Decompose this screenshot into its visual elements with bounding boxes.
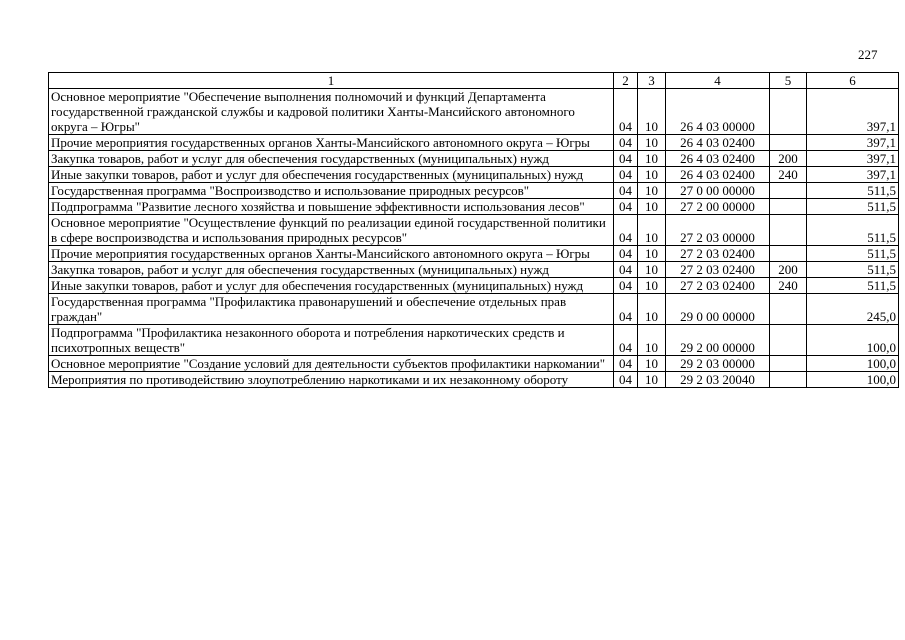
row-name-cell: Подпрограмма "Развитие лесного хозяйства и повышение эффективности использования лесов"	[49, 199, 614, 215]
amount-cell: 511,5	[807, 199, 899, 215]
target-article-cell: 29 2 03 20040	[666, 372, 770, 388]
subsection-cell: 10	[638, 262, 666, 278]
table-row	[49, 199, 899, 215]
section-cell: 04	[614, 294, 638, 325]
header-col-1: 1	[49, 73, 614, 89]
amount-cell: 511,5	[807, 262, 899, 278]
table-row	[49, 356, 899, 372]
section-cell: 04	[614, 167, 638, 183]
section-cell: 04	[614, 372, 638, 388]
table-row	[49, 372, 899, 388]
subsection-cell: 10	[638, 278, 666, 294]
section-cell: 04	[614, 89, 638, 135]
header-col-3: 3	[638, 73, 666, 89]
expense-type-cell: 240	[770, 278, 807, 294]
section-cell: 04	[614, 183, 638, 199]
subsection-cell: 10	[638, 167, 666, 183]
expense-type-cell	[770, 89, 807, 135]
row-name-cell: Прочие мероприятия государственных органов Ханты-Мансийского автономного округа – Югры	[49, 246, 614, 262]
section-cell: 04	[614, 246, 638, 262]
target-article-cell: 27 0 00 00000	[666, 183, 770, 199]
amount-cell: 511,5	[807, 183, 899, 199]
subsection-cell: 10	[638, 356, 666, 372]
row-name-cell: Прочие мероприятия государственных органов Ханты-Мансийского автономного округа – Югры	[49, 135, 614, 151]
amount-cell: 245,0	[807, 294, 899, 325]
amount-cell: 100,0	[807, 372, 899, 388]
subsection-cell: 10	[638, 183, 666, 199]
section-cell: 04	[614, 215, 638, 246]
section-cell: 04	[614, 135, 638, 151]
header-col-4: 4	[666, 73, 770, 89]
row-name-cell: Иные закупки товаров, работ и услуг для обеспечения государственных (муниципальных) нужд	[49, 278, 614, 294]
target-article-cell: 27 2 03 02400	[666, 278, 770, 294]
target-article-cell: 29 2 00 00000	[666, 325, 770, 356]
header-col-2: 2	[614, 73, 638, 89]
target-article-cell: 27 2 03 02400	[666, 262, 770, 278]
table-row	[49, 325, 899, 356]
header-col-5: 5	[770, 73, 807, 89]
table-header	[49, 73, 899, 89]
table-row	[49, 167, 899, 183]
subsection-cell: 10	[638, 199, 666, 215]
budget-table	[48, 72, 899, 388]
row-name-cell: Государственная программа "Воспроизводство и использование природных ресурсов"	[49, 183, 614, 199]
row-name-cell: Основное мероприятие "Обеспечение выполнения полномочий и функций Департамента государственной гражданской службы и кадровой политики Ханты-Мансийского автономного округа – Югры"	[49, 89, 614, 135]
expense-type-cell	[770, 294, 807, 325]
target-article-cell: 26 4 03 02400	[666, 167, 770, 183]
amount-cell: 511,5	[807, 278, 899, 294]
section-cell: 04	[614, 325, 638, 356]
target-article-cell: 27 2 03 00000	[666, 215, 770, 246]
expense-type-cell	[770, 356, 807, 372]
table-row	[49, 294, 899, 325]
amount-cell: 397,1	[807, 89, 899, 135]
amount-cell: 100,0	[807, 356, 899, 372]
row-name-cell: Основное мероприятие "Создание условий для деятельности субъектов профилактики наркомании"	[49, 356, 614, 372]
row-name-cell: Основное мероприятие "Осуществление функций по реализации единой государственной политики в сфере воспроизводства и использования природных ресурсов"	[49, 215, 614, 246]
amount-cell: 397,1	[807, 151, 899, 167]
amount-cell: 511,5	[807, 215, 899, 246]
expense-type-cell	[770, 135, 807, 151]
subsection-cell: 10	[638, 89, 666, 135]
section-cell: 04	[614, 199, 638, 215]
table-row	[49, 151, 899, 167]
target-article-cell: 27 2 03 02400	[666, 246, 770, 262]
expense-type-cell	[770, 183, 807, 199]
table-row	[49, 215, 899, 246]
subsection-cell: 10	[638, 294, 666, 325]
target-article-cell: 29 0 00 00000	[666, 294, 770, 325]
section-cell: 04	[614, 151, 638, 167]
table-row	[49, 183, 899, 199]
subsection-cell: 10	[638, 246, 666, 262]
subsection-cell: 10	[638, 151, 666, 167]
expense-type-cell	[770, 246, 807, 262]
page-number: 227	[858, 47, 878, 62]
target-article-cell: 29 2 03 00000	[666, 356, 770, 372]
expense-type-cell	[770, 215, 807, 246]
subsection-cell: 10	[638, 215, 666, 246]
row-name-cell: Закупка товаров, работ и услуг для обеспечения государственных (муниципальных) нужд	[49, 262, 614, 278]
expense-type-cell: 200	[770, 151, 807, 167]
amount-cell: 397,1	[807, 167, 899, 183]
subsection-cell: 10	[638, 325, 666, 356]
row-name-cell: Государственная программа "Профилактика правонарушений и обеспечение отдельных прав граждан"	[49, 294, 614, 325]
subsection-cell: 10	[638, 372, 666, 388]
header-row	[49, 73, 899, 89]
section-cell: 04	[614, 262, 638, 278]
row-name-cell: Закупка товаров, работ и услуг для обеспечения государственных (муниципальных) нужд	[49, 151, 614, 167]
row-name-cell: Мероприятия по противодействию злоупотреблению наркотиками и их незаконному обороту	[49, 372, 614, 388]
amount-cell: 100,0	[807, 325, 899, 356]
expense-type-cell	[770, 325, 807, 356]
table-body	[49, 89, 899, 388]
expense-type-cell: 200	[770, 262, 807, 278]
table-row	[49, 89, 899, 135]
target-article-cell: 26 4 03 00000	[666, 89, 770, 135]
header-col-6: 6	[807, 73, 899, 89]
row-name-cell: Подпрограмма "Профилактика незаконного оборота и потребления наркотических средств и психотропных веществ"	[49, 325, 614, 356]
section-cell: 04	[614, 278, 638, 294]
amount-cell: 397,1	[807, 135, 899, 151]
row-name-cell: Иные закупки товаров, работ и услуг для обеспечения государственных (муниципальных) нужд	[49, 167, 614, 183]
table-row	[49, 135, 899, 151]
expense-type-cell	[770, 199, 807, 215]
target-article-cell: 26 4 03 02400	[666, 151, 770, 167]
subsection-cell: 10	[638, 135, 666, 151]
table-row	[49, 262, 899, 278]
target-article-cell: 26 4 03 02400	[666, 135, 770, 151]
table-row	[49, 246, 899, 262]
target-article-cell: 27 2 00 00000	[666, 199, 770, 215]
section-cell: 04	[614, 356, 638, 372]
expense-type-cell: 240	[770, 167, 807, 183]
expense-type-cell	[770, 372, 807, 388]
table-row	[49, 278, 899, 294]
amount-cell: 511,5	[807, 246, 899, 262]
